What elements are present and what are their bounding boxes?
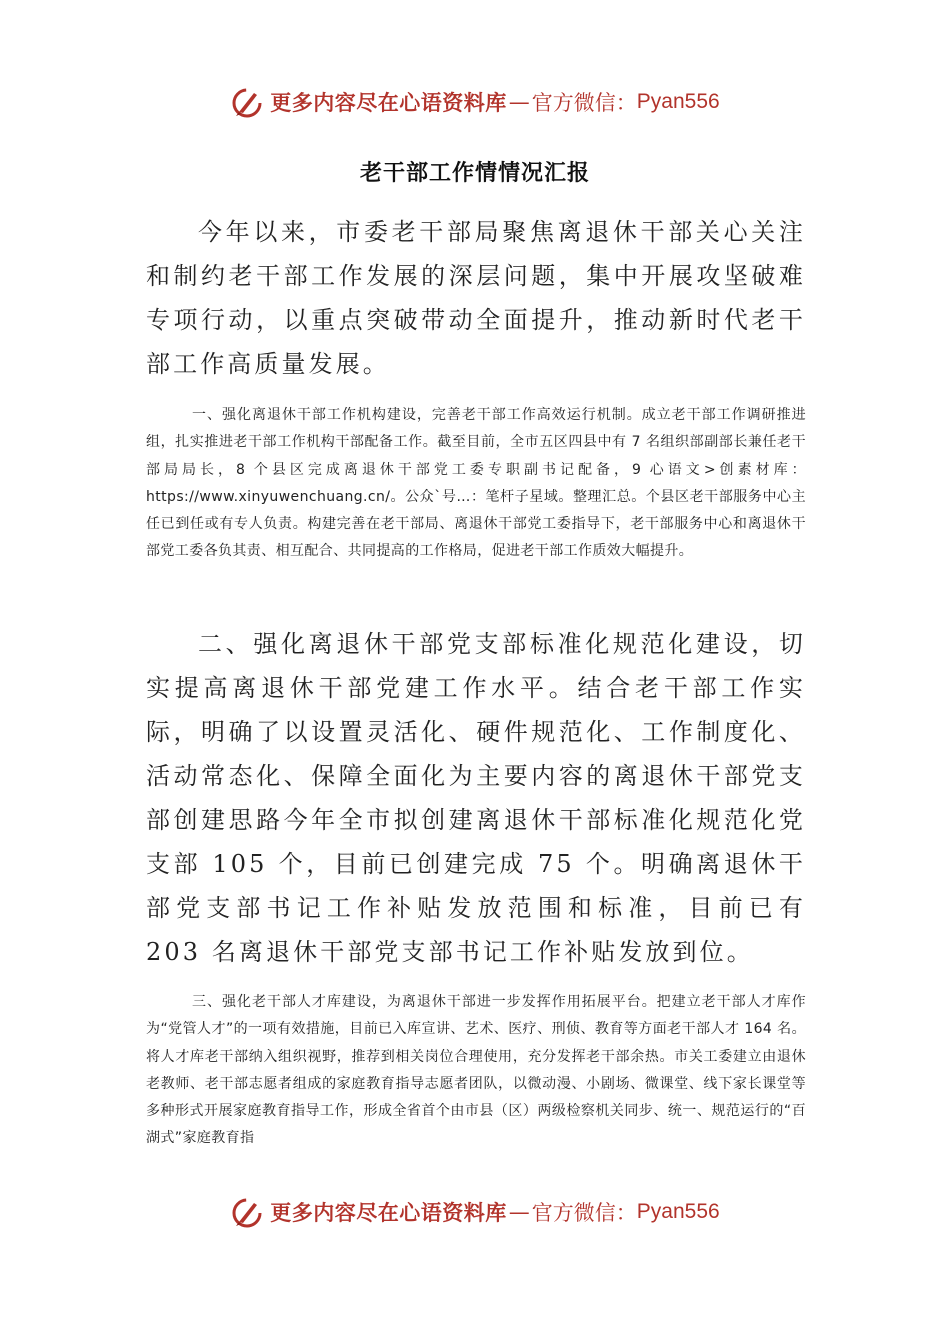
- header-banner: [0, 82, 950, 122]
- paragraph-section-2: 二、强化离退休干部党支部标准化规范化建设，切实提高离退休干部党建工作水平。结合老干部工作实际，明确了以设置灵活化、硬件规范化、工作制度化、活动常态化、保障全面化为主要内容的离退休干部党支部创建思路今年全市拟创建离退休干部标准化规范化党支部 105 个，目前已创建完成 75 个。明确离退休干部党支部书记工作补贴发放范围和标准，目前已有 203 名离退休干部党支部书记工作补贴发放到位。: [146, 630, 806, 966]
- paragraph-intro: 今年以来，市委老干部局聚焦离退休干部关心关注和制约老干部工作发展的深层问题，集中开展攻坚破难专项行动，以重点突破带动全面提升，推动新时代老干部工作高质量发展。: [146, 218, 806, 378]
- banner-wechat-label: 官方微信：: [531, 91, 637, 115]
- paragraph-section-3: 三、强化老干部人才库建设，为离退休干部进一步发挥作用拓展平台。把建立老干部人才库作为“党管人才”的一项有效措施，目前已入库宣讲、艺术、医疗、刑侦、教育等方面老干部人才 164 名。将人才库老干部纳入组织视野，推荐到相关岗位合理使用，充分发挥老干部余热。市关工委建立由退休老教师、老干部志愿者组成的家庭教育指导志愿者团队，以微动漫、小剧场、微课堂、线下家长课堂等多种形式开展家庭教育指导工作，形成全省首个由市县（区）两级检察机关同步、统一、规范运行的“百湖式”家庭教育指: [146, 994, 806, 1147]
- banner-text: 更多内容尽在心语资料库: [270, 1201, 507, 1225]
- footer-banner: [0, 1192, 950, 1232]
- document-title: 老干部工作情情况汇报: [359, 161, 590, 186]
- banner-wechat-label: 官方微信：: [531, 1201, 637, 1225]
- banner-wechat-id: Pyan556: [636, 1200, 720, 1223]
- banner-dash: —: [508, 1200, 530, 1224]
- banner-wechat-id: Pyan556: [636, 90, 720, 113]
- brush-circle-logo-icon: [230, 1195, 264, 1229]
- banner-dash: —: [508, 90, 530, 114]
- banner-text: 更多内容尽在心语资料库: [270, 91, 507, 115]
- paragraph-section-1: 一、强化离退休干部工作机构建设，完善老干部工作高效运行机制。成立老干部工作调研推进组，扎实推进老干部工作机构干部配备工作。截至目前，全市五区四县中有 7 名组织部副部长兼任老干部局局长，8 个县区完成离退休干部党工委专职副书记配备，9 心语文>创素材库：https://www.xinyuwenchuang.cn/。公众`号…：笔杆子星域。整理汇总。个县区老干部服务中心主任已到任或有专人负责。构建完善在老干部局、离退休干部党工委指导下，老干部服务中心和离退休干部党工委各负其责、相互配合、共同提高的工作格局，促进老干部工作质效大幅提升。: [146, 407, 806, 560]
- brush-circle-logo-icon: [230, 85, 264, 119]
